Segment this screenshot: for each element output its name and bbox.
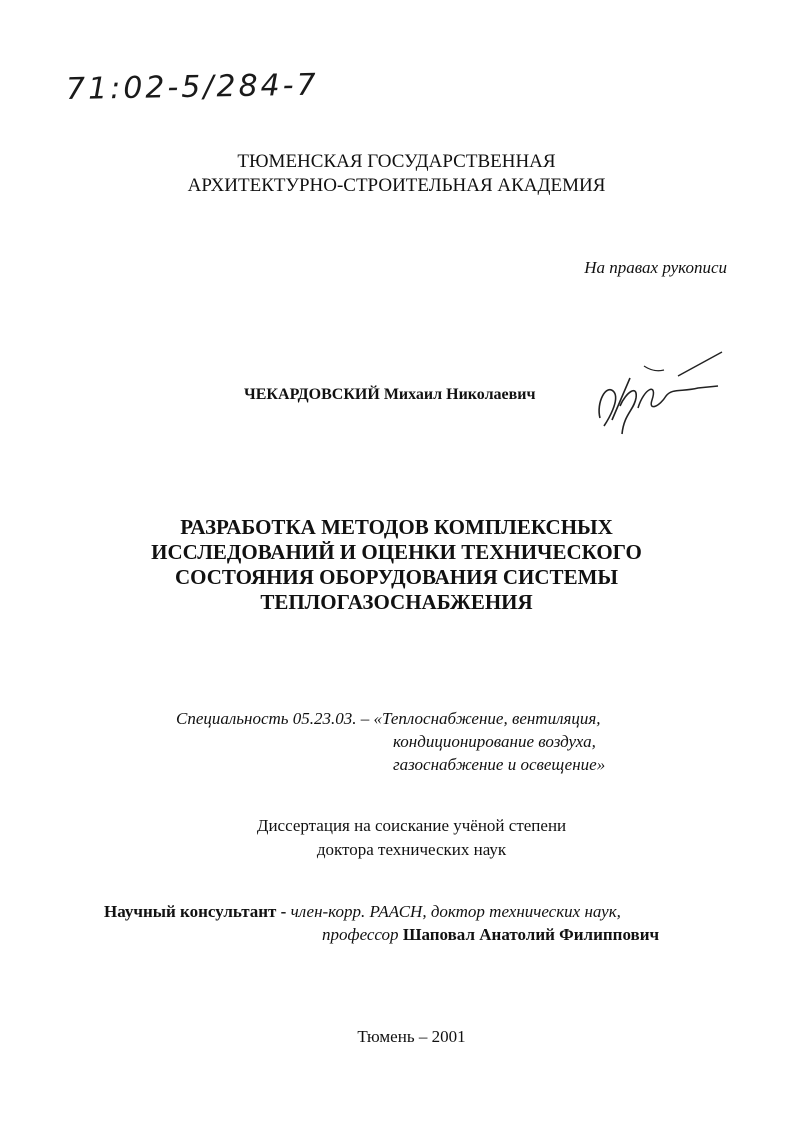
catalog-number-handwritten: 71:02-5/284-7	[65, 67, 319, 107]
specialty-line-2: кондиционирование воздуха,	[393, 732, 596, 751]
specialty-line-3: газоснабжение и освещение»	[393, 755, 606, 774]
author	[244, 386, 536, 404]
consultant-name: Шаповал Анатолий Филиппович	[402, 925, 660, 944]
institution-line-2: АРХИТЕКТУРНО-СТРОИТЕЛЬНАЯ АКАДЕМИЯ	[187, 175, 606, 196]
title-line: СОСТОЯНИЯ ОБОРУДОВАНИЯ СИСТЕМЫ	[174, 565, 619, 589]
consultant-second-line	[104, 923, 744, 946]
title-line: РАЗРАБОТКА МЕТОДОВ КОМПЛЕКСНЫХ	[180, 515, 613, 539]
city-year: Тюмень – 2001	[357, 1027, 466, 1046]
degree-line-2: доктора технических наук	[316, 840, 507, 859]
degree-statement	[0, 814, 793, 862]
consultant-credentials-2: профессор	[322, 925, 399, 944]
specialty-line-1: Специальность 05.23.03. – «Теплоснабжение, вентиляция,	[176, 709, 601, 728]
dissertation-title	[0, 515, 793, 615]
author-given-names: Михаил Николаевич	[383, 386, 536, 403]
institution-name	[0, 150, 793, 198]
consultant-label: Научный консультант -	[104, 902, 287, 921]
institution-line-1: ТЮМЕНСКАЯ ГОСУДАРСТВЕННАЯ	[237, 151, 556, 172]
rights-note: На правах рукописи	[584, 258, 727, 277]
degree-line-1: Диссертация на соискание учёной степени	[256, 816, 567, 835]
scientific-consultant	[104, 900, 744, 946]
author-signature	[586, 348, 726, 438]
specialty	[176, 707, 716, 776]
consultant-credentials-1: член-корр. РААСН, доктор технических наук,	[290, 902, 621, 921]
author-surname: ЧЕКАРДОВСКИЙ	[244, 386, 380, 403]
title-line: ИССЛЕДОВАНИЙ И ОЦЕНКИ ТЕХНИЧЕСКОГО	[151, 540, 642, 564]
title-line: ТЕПЛОГАЗОСНАБЖЕНИЯ	[260, 590, 533, 614]
